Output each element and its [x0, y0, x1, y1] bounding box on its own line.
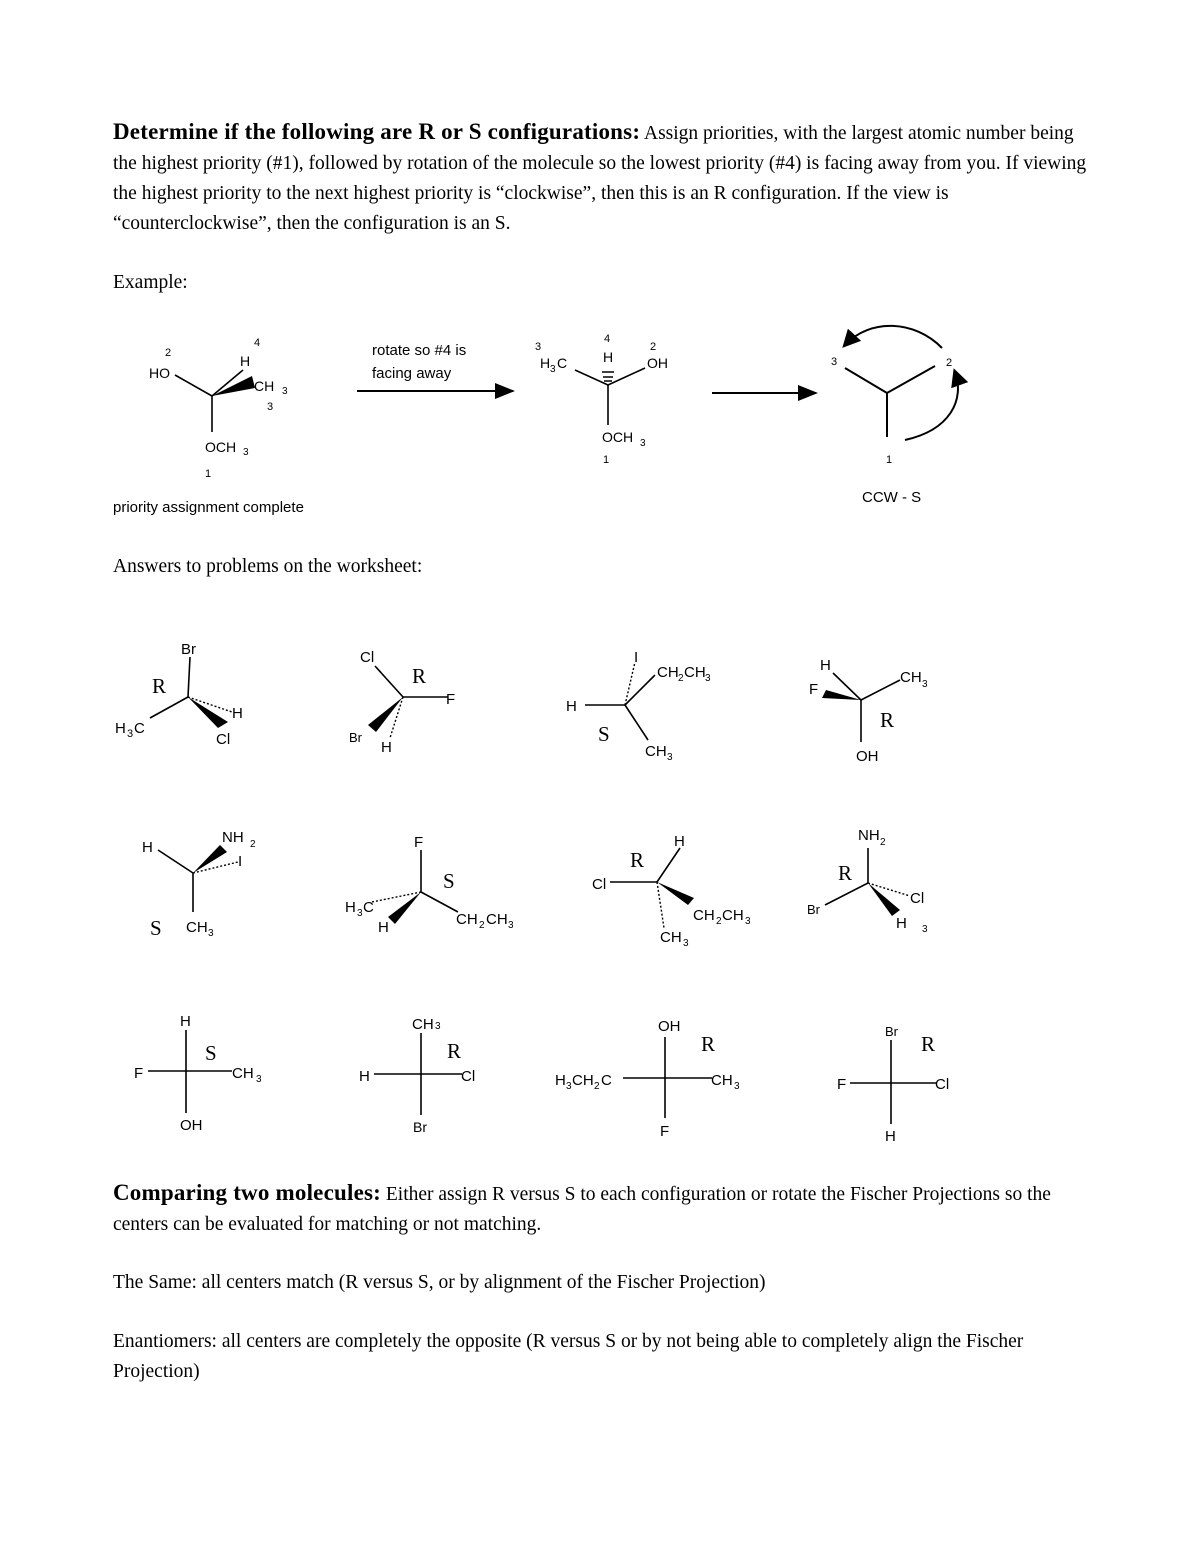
2b-right-tail: CH: [486, 911, 508, 928]
3c-config: R: [701, 1032, 716, 1056]
svg-text:2: 2: [880, 837, 886, 848]
3a-bottom: OH: [180, 1117, 203, 1134]
1a-left: H: [115, 720, 126, 737]
answer-1d: [809, 657, 928, 765]
mol2-h3c: H: [540, 355, 551, 371]
3b-top: CH: [412, 1016, 434, 1033]
svg-text:3: 3: [734, 1081, 740, 1092]
2c-right: CH: [693, 907, 715, 924]
1a-config: R: [152, 674, 167, 698]
answer-2b: [345, 834, 514, 936]
mol2-n4: 4: [604, 333, 611, 345]
1c-config: S: [598, 722, 610, 746]
mol1-och3: OCH: [205, 439, 237, 455]
3b-bottom: Br: [413, 1119, 427, 1135]
2a-top: NH: [222, 829, 244, 846]
1c-top: I: [634, 649, 639, 666]
2d-left: Br: [807, 902, 820, 917]
answer-3d: [837, 1024, 949, 1145]
mol2-n1: 1: [603, 454, 610, 466]
2a-right: I: [238, 853, 243, 870]
2a-bottom: CH: [186, 919, 208, 936]
3b-right: Cl: [461, 1068, 476, 1085]
3d-bottom: H: [885, 1128, 896, 1145]
comparing-body: Either assign R versus S to each configuration or rotate the Fischer Projections so the centers can be evaluated for matching or not matching.: [113, 1184, 1051, 1235]
1b-config: R: [412, 664, 427, 688]
mol2-oh: OH: [647, 355, 668, 371]
svg-text:2: 2: [716, 916, 722, 927]
1a-right-down: Cl: [216, 731, 231, 748]
mol1-ch3: CH: [254, 378, 275, 394]
mol3-n1: 1: [886, 454, 893, 466]
2d-top: NH: [858, 827, 880, 844]
2b-right: CH: [456, 911, 478, 928]
svg-text:3: 3: [566, 1081, 572, 1092]
2a-left: H: [142, 839, 153, 856]
svg-text:2: 2: [250, 839, 256, 850]
3a-right: CH: [232, 1065, 254, 1082]
svg-text:3: 3: [550, 364, 556, 375]
2c-top: H: [674, 833, 685, 850]
3a-top: H: [180, 1013, 191, 1030]
svg-text:3: 3: [357, 908, 363, 919]
mol2-n3: 3: [535, 341, 542, 353]
answer-1b: [349, 649, 455, 756]
mol1-n1: 1: [205, 468, 212, 480]
svg-text:2: 2: [678, 673, 684, 684]
mol1-ho: HO: [149, 365, 170, 381]
3b-left: H: [359, 1068, 370, 1085]
answer-3c: [555, 1018, 740, 1140]
intro-heading: Determine if the following are R or S configurations:: [113, 119, 641, 144]
1d-right: CH: [900, 669, 922, 686]
1b-right: F: [446, 691, 456, 708]
mol2-och3: OCH: [602, 429, 634, 445]
1d-top: H: [820, 657, 831, 674]
result-ccw-s: CCW - S: [862, 489, 922, 506]
svg-text:CH: CH: [684, 664, 706, 681]
2c-config: R: [630, 848, 645, 872]
svg-text:3: 3: [683, 938, 689, 949]
1c-right-down: CH: [645, 743, 667, 760]
3c-left-tail: C: [601, 1072, 612, 1089]
answer-2a: [142, 829, 256, 940]
rotate-label-line2: facing away: [372, 365, 452, 382]
answer-3b: [359, 1016, 475, 1135]
intro-body: Assign priorities, with the largest atomic number being the highest priority (#1), followed by rotation of the molecule so the lowest priority (#4) is facing away from you. If viewing the highest priority to the next highest priority is “clockwise”, then this is an R configuration. If the view is “counterclockwise”, then the configuration is an S.: [113, 123, 1087, 234]
answers-label: Answers to problems on the worksheet:: [113, 556, 423, 577]
mol1-n2: 2: [165, 347, 172, 359]
3d-left: F: [837, 1076, 847, 1093]
answer-3a: [134, 1013, 262, 1134]
1c-right-up: CH: [657, 664, 679, 681]
svg-text:C: C: [134, 720, 145, 737]
svg-text:3: 3: [922, 679, 928, 690]
svg-text:3: 3: [127, 728, 134, 740]
priority-caption: priority assignment complete: [113, 499, 304, 516]
1c-left: H: [566, 698, 577, 715]
2b-top: F: [414, 834, 424, 851]
2b-left-down: H: [378, 919, 389, 936]
1d-bottom: OH: [856, 748, 879, 765]
svg-text:3: 3: [922, 924, 928, 935]
svg-text:3: 3: [640, 438, 646, 449]
3c-bottom: F: [660, 1123, 670, 1140]
svg-text:2: 2: [594, 1081, 600, 1092]
1a-right-up: H: [232, 705, 243, 722]
2d-config: R: [838, 861, 853, 885]
answer-1a: [115, 641, 243, 748]
3d-config: R: [921, 1032, 936, 1056]
2c-right-tail: CH: [722, 907, 744, 924]
mol2-n2: 2: [650, 341, 657, 353]
example-molecule-3: [831, 326, 958, 506]
comparing-heading: Comparing two molecules:: [113, 1180, 381, 1205]
1d-left: F: [809, 681, 819, 698]
rotate-label-line1: rotate so #4 is: [372, 342, 467, 359]
2d-bottom: H: [896, 915, 907, 932]
1d-config: R: [880, 708, 895, 732]
1b-down: H: [381, 739, 392, 756]
2d-right: Cl: [910, 890, 925, 907]
1a-top: Br: [181, 641, 196, 658]
mol2-h: H: [603, 349, 614, 365]
2c-bottom: CH: [660, 929, 682, 946]
answer-2d: [807, 827, 928, 935]
answer-2c: [592, 833, 751, 949]
3d-right: Cl: [935, 1076, 950, 1093]
example-molecule-1: [149, 337, 288, 480]
3a-left: F: [134, 1065, 144, 1082]
svg-text:C: C: [363, 899, 374, 916]
3c-left-mid: CH: [572, 1072, 594, 1089]
svg-text:3: 3: [435, 1021, 441, 1032]
enantiomers-definition: Enantiomers: all centers are completely the opposite (R versus S or by not being able to completely align the Fischer Projection): [113, 1331, 1024, 1382]
svg-text:3: 3: [705, 673, 711, 684]
example-molecule-2: [535, 333, 668, 466]
svg-text:3: 3: [256, 1074, 262, 1085]
mol1-h: H: [240, 353, 251, 369]
3c-right: CH: [711, 1072, 733, 1089]
2b-config: S: [443, 869, 455, 893]
svg-text:C: C: [557, 355, 568, 371]
1b-left-down: Br: [349, 730, 362, 745]
3b-config: R: [447, 1039, 462, 1063]
mol1-n3: 3: [267, 401, 274, 413]
mol1-n4: 4: [254, 337, 261, 349]
2a-config: S: [150, 916, 162, 940]
3d-top: Br: [885, 1024, 898, 1039]
2c-left: Cl: [592, 876, 607, 893]
1b-top: Cl: [360, 649, 375, 666]
svg-text:3: 3: [243, 447, 249, 458]
mol3-n3: 3: [831, 356, 838, 368]
svg-text:3: 3: [745, 916, 751, 927]
3c-top: OH: [658, 1018, 681, 1035]
2b-left: H: [345, 899, 356, 916]
svg-text:3: 3: [208, 928, 214, 939]
svg-text:3: 3: [282, 386, 288, 397]
3a-config: S: [205, 1041, 217, 1065]
same-definition: The Same: all centers match (R versus S, or by alignment of the Fischer Projection): [113, 1272, 766, 1293]
3c-left: H: [555, 1072, 566, 1089]
svg-text:2: 2: [479, 920, 485, 931]
svg-text:3: 3: [508, 920, 514, 931]
mol3-n2: 2: [946, 357, 953, 369]
example-label: Example:: [113, 272, 188, 293]
svg-text:3: 3: [667, 752, 673, 763]
answer-1c: [566, 649, 711, 763]
